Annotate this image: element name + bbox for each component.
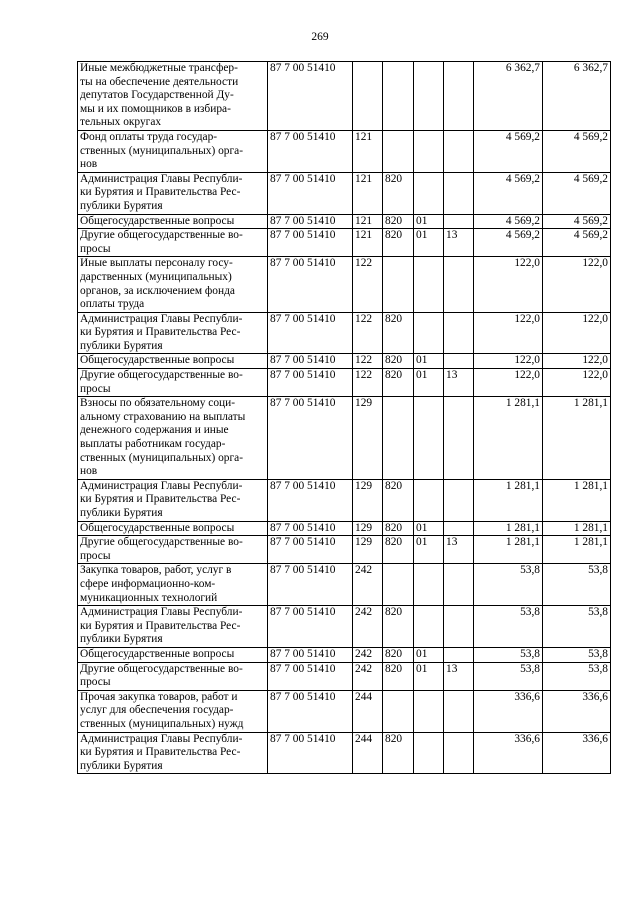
subsection-code: 13	[444, 536, 474, 564]
target-item-code: 87 7 00 51410	[268, 130, 353, 172]
target-item-code: 87 7 00 51410	[268, 662, 353, 690]
table-row	[78, 397, 611, 480]
expense-type-code: 242	[353, 662, 383, 690]
row-name: Администрация Главы Республи- ки Бурятия и Правительства Рес- публики Бурятия	[78, 172, 268, 214]
administrator-code: 820	[383, 479, 414, 521]
section-code: 01	[414, 662, 444, 690]
target-item-code: 87 7 00 51410	[268, 606, 353, 648]
row-name: Иные выплаты персоналу госу- дарственных (муниципальных) органов, за исключением фонда оплаты труда	[78, 257, 268, 312]
subsection-code	[444, 130, 474, 172]
subsection-code	[444, 521, 474, 536]
row-name: Общегосударственные вопросы	[78, 354, 268, 369]
administrator-code: 820	[383, 354, 414, 369]
row-name: Другие общегосударственные во- просы	[78, 662, 268, 690]
subsection-code	[444, 690, 474, 732]
subsection-code	[444, 564, 474, 606]
amount-year-2: 122,0	[543, 257, 611, 312]
target-item-code: 87 7 00 51410	[268, 564, 353, 606]
amount-year-1: 1 281,1	[474, 479, 543, 521]
expense-type-code: 122	[353, 312, 383, 354]
subsection-code: 13	[444, 229, 474, 257]
table-row	[78, 521, 611, 536]
expense-type-code: 242	[353, 606, 383, 648]
amount-year-1: 1 281,1	[474, 536, 543, 564]
row-name: Фонд оплаты труда государ- ственных (муниципальных) орга- нов	[78, 130, 268, 172]
amount-year-2: 122,0	[543, 312, 611, 354]
target-item-code: 87 7 00 51410	[268, 172, 353, 214]
administrator-code: 820	[383, 172, 414, 214]
administrator-code: 820	[383, 662, 414, 690]
amount-year-2: 1 281,1	[543, 536, 611, 564]
amount-year-1: 1 281,1	[474, 397, 543, 480]
expense-type-code: 121	[353, 130, 383, 172]
table-row	[78, 172, 611, 214]
budget-table	[77, 61, 611, 774]
amount-year-2: 1 281,1	[543, 397, 611, 480]
expense-type-code: 122	[353, 257, 383, 312]
target-item-code: 87 7 00 51410	[268, 62, 353, 131]
amount-year-1: 53,8	[474, 564, 543, 606]
expense-type-code: 121	[353, 172, 383, 214]
target-item-code: 87 7 00 51410	[268, 521, 353, 536]
subsection-code	[444, 606, 474, 648]
subsection-code	[444, 172, 474, 214]
amount-year-2: 1 281,1	[543, 521, 611, 536]
subsection-code	[444, 214, 474, 229]
amount-year-2: 53,8	[543, 662, 611, 690]
administrator-code	[383, 564, 414, 606]
target-item-code: 87 7 00 51410	[268, 647, 353, 662]
section-code: 01	[414, 647, 444, 662]
target-item-code: 87 7 00 51410	[268, 354, 353, 369]
amount-year-2: 4 569,2	[543, 172, 611, 214]
subsection-code: 13	[444, 369, 474, 397]
section-code: 01	[414, 369, 444, 397]
amount-year-1: 336,6	[474, 690, 543, 732]
subsection-code	[444, 732, 474, 774]
target-item-code: 87 7 00 51410	[268, 312, 353, 354]
administrator-code: 820	[383, 536, 414, 564]
administrator-code	[383, 257, 414, 312]
expense-type-code: 129	[353, 479, 383, 521]
administrator-code	[383, 397, 414, 480]
table-row	[78, 62, 611, 131]
target-item-code: 87 7 00 51410	[268, 229, 353, 257]
table-row	[78, 354, 611, 369]
table-row	[78, 606, 611, 648]
section-code: 01	[414, 521, 444, 536]
administrator-code	[383, 62, 414, 131]
section-code	[414, 564, 444, 606]
expense-type-code	[353, 62, 383, 131]
section-code	[414, 312, 444, 354]
row-name: Другие общегосударственные во- просы	[78, 229, 268, 257]
row-name: Прочая закупка товаров, работ и услуг для обеспечения государ- ственных (муниципальных) нужд	[78, 690, 268, 732]
section-code: 01	[414, 354, 444, 369]
section-code	[414, 479, 444, 521]
section-code	[414, 62, 444, 131]
section-code: 01	[414, 214, 444, 229]
target-item-code: 87 7 00 51410	[268, 397, 353, 480]
table-row	[78, 647, 611, 662]
amount-year-2: 336,6	[543, 690, 611, 732]
subsection-code: 13	[444, 662, 474, 690]
table-row	[78, 690, 611, 732]
target-item-code: 87 7 00 51410	[268, 479, 353, 521]
administrator-code: 820	[383, 647, 414, 662]
table-row	[78, 257, 611, 312]
administrator-code: 820	[383, 312, 414, 354]
amount-year-1: 6 362,7	[474, 62, 543, 131]
section-code	[414, 690, 444, 732]
amount-year-1: 336,6	[474, 732, 543, 774]
amount-year-1: 1 281,1	[474, 521, 543, 536]
amount-year-2: 336,6	[543, 732, 611, 774]
row-name: Администрация Главы Республи- ки Бурятия и Правительства Рес- публики Бурятия	[78, 312, 268, 354]
target-item-code: 87 7 00 51410	[268, 257, 353, 312]
administrator-code: 820	[383, 214, 414, 229]
amount-year-1: 122,0	[474, 257, 543, 312]
amount-year-2: 122,0	[543, 354, 611, 369]
table-row	[78, 229, 611, 257]
administrator-code	[383, 130, 414, 172]
table-row	[78, 214, 611, 229]
expense-type-code: 129	[353, 397, 383, 480]
section-code	[414, 130, 444, 172]
expense-type-code: 121	[353, 229, 383, 257]
table-row	[78, 130, 611, 172]
amount-year-1: 4 569,2	[474, 172, 543, 214]
subsection-code	[444, 62, 474, 131]
section-code	[414, 606, 444, 648]
amount-year-1: 122,0	[474, 354, 543, 369]
page-number: 269	[311, 31, 329, 43]
expense-type-code: 121	[353, 214, 383, 229]
amount-year-1: 53,8	[474, 606, 543, 648]
table-row	[78, 732, 611, 774]
section-code: 01	[414, 229, 444, 257]
table-row	[78, 312, 611, 354]
administrator-code: 820	[383, 732, 414, 774]
amount-year-1: 122,0	[474, 369, 543, 397]
section-code	[414, 732, 444, 774]
amount-year-2: 53,8	[543, 564, 611, 606]
amount-year-1: 4 569,2	[474, 214, 543, 229]
target-item-code: 87 7 00 51410	[268, 214, 353, 229]
target-item-code: 87 7 00 51410	[268, 536, 353, 564]
administrator-code: 820	[383, 229, 414, 257]
amount-year-1: 53,8	[474, 662, 543, 690]
amount-year-2: 4 569,2	[543, 130, 611, 172]
section-code: 01	[414, 536, 444, 564]
target-item-code: 87 7 00 51410	[268, 690, 353, 732]
table-body	[78, 62, 611, 774]
amount-year-2: 122,0	[543, 369, 611, 397]
administrator-code: 820	[383, 521, 414, 536]
table-row	[78, 479, 611, 521]
table-row	[78, 536, 611, 564]
amount-year-2: 53,8	[543, 647, 611, 662]
amount-year-2: 6 362,7	[543, 62, 611, 131]
expense-type-code: 129	[353, 536, 383, 564]
amount-year-2: 1 281,1	[543, 479, 611, 521]
expense-type-code: 122	[353, 369, 383, 397]
amount-year-1: 4 569,2	[474, 130, 543, 172]
amount-year-2: 53,8	[543, 606, 611, 648]
section-code	[414, 397, 444, 480]
row-name: Взносы по обязательному соци- альному страхованию на выплаты денежного содержания и иные выплаты работникам государ- ственных (муниципальных) орга- нов	[78, 397, 268, 480]
row-name: Общегосударственные вопросы	[78, 214, 268, 229]
amount-year-1: 53,8	[474, 647, 543, 662]
table-row	[78, 564, 611, 606]
expense-type-code: 242	[353, 564, 383, 606]
table-row	[78, 662, 611, 690]
section-code	[414, 257, 444, 312]
table-row	[78, 369, 611, 397]
row-name: Администрация Главы Республи- ки Бурятия и Правительства Рес- публики Бурятия	[78, 479, 268, 521]
administrator-code: 820	[383, 606, 414, 648]
administrator-code: 820	[383, 369, 414, 397]
target-item-code: 87 7 00 51410	[268, 369, 353, 397]
amount-year-2: 4 569,2	[543, 214, 611, 229]
row-name: Другие общегосударственные во- просы	[78, 369, 268, 397]
subsection-code	[444, 354, 474, 369]
expense-type-code: 244	[353, 732, 383, 774]
row-name: Администрация Главы Республи- ки Бурятия и Правительства Рес- публики Бурятия	[78, 606, 268, 648]
amount-year-1: 122,0	[474, 312, 543, 354]
section-code	[414, 172, 444, 214]
row-name: Администрация Главы Республи- ки Бурятия и Правительства Рес- публики Бурятия	[78, 732, 268, 774]
subsection-code	[444, 397, 474, 480]
expense-type-code: 122	[353, 354, 383, 369]
administrator-code	[383, 690, 414, 732]
expense-type-code: 244	[353, 690, 383, 732]
subsection-code	[444, 312, 474, 354]
row-name: Общегосударственные вопросы	[78, 521, 268, 536]
row-name: Закупка товаров, работ, услуг в сфере информационно-ком- муникационных технологий	[78, 564, 268, 606]
subsection-code	[444, 257, 474, 312]
subsection-code	[444, 479, 474, 521]
expense-type-code: 129	[353, 521, 383, 536]
row-name: Общегосударственные вопросы	[78, 647, 268, 662]
target-item-code: 87 7 00 51410	[268, 732, 353, 774]
amount-year-1: 4 569,2	[474, 229, 543, 257]
expense-type-code: 242	[353, 647, 383, 662]
amount-year-2: 4 569,2	[543, 229, 611, 257]
row-name: Другие общегосударственные во- просы	[78, 536, 268, 564]
subsection-code	[444, 647, 474, 662]
row-name: Иные межбюджетные трансфер- ты на обеспечение деятельности депутатов Государственной Ду- мы и их помощников в избира- тельных округах	[78, 62, 268, 131]
